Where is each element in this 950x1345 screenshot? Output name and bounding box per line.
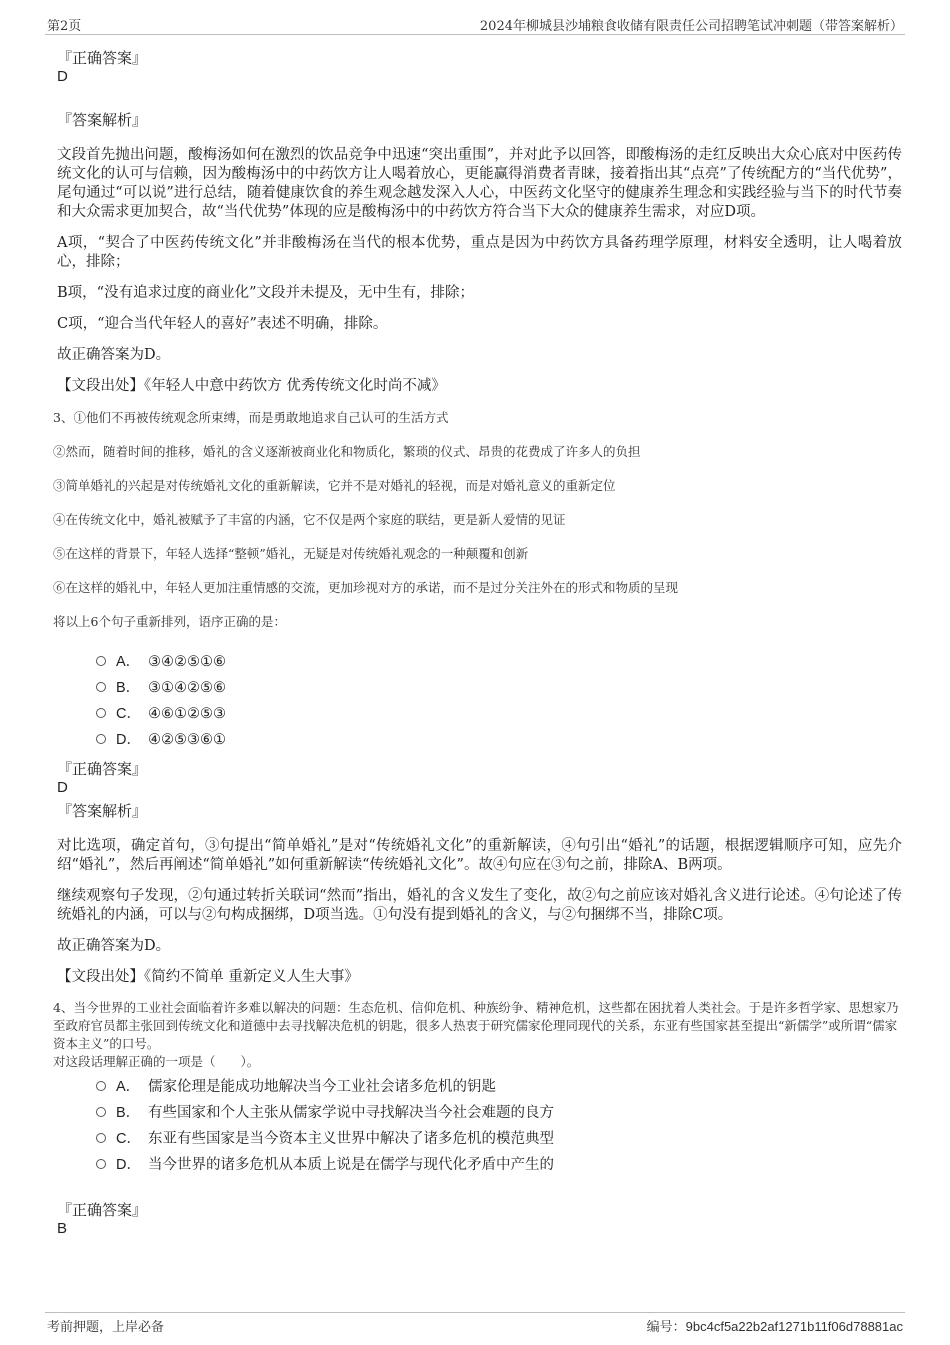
q3-line: ⑤在这样的背景下，年轻人选择“整顿”婚礼，无疑是对传统婚礼观念的一种颠覆和创新	[53, 546, 529, 561]
radio-icon[interactable]	[96, 656, 106, 666]
radio-icon[interactable]	[96, 734, 106, 744]
q3-line: 3、①他们不再被传统观念所束缚，而是勇敢地追求自己认可的生活方式	[53, 410, 449, 425]
q3-explain-paragraph: 继续观察句子发现，②句通过转折关联词“然而”指出，婚礼的含义发生了变化，故②句之前应该对婚礼含义进行论述。④句论述了传统婚礼的内涵，可以与②句构成捆绑，D项当选。①句没有提到婚礼的含义，与②句捆绑不当，排除C项。	[57, 888, 902, 923]
document-title: 2024年柳城县沙埔粮食收储有限责任公司招聘笔试冲刺题（带答案解析）	[479, 19, 903, 34]
q2-explain-paragraph: 故正确答案为D。	[57, 347, 171, 363]
q2-answer-label: 『正确答案』	[57, 49, 148, 67]
radio-icon[interactable]	[96, 1133, 106, 1143]
q3-line: ⑥在这样的婚礼中，年轻人更加注重情感的交流，更加珍视对方的承诺，而不是过分关注外在的形式和物质的呈现	[53, 580, 679, 595]
page-header	[45, 14, 905, 35]
q3-line: ③简单婚礼的兴起是对传统婚礼文化的重新解读，它并不是对婚礼的轻视，而是对婚礼意义的重新定位	[53, 478, 616, 493]
q4-answer-label: 『正确答案』	[57, 1201, 148, 1219]
q2-source: 【文段出处】《年轻人中意中药饮方 优秀传统文化时尚不减》	[57, 378, 446, 394]
q4-option-c[interactable]: C． 东亚有些国家是当今资本主义世界中解决了诸多危机的模范典型	[96, 1126, 950, 1152]
q4-options	[96, 1074, 950, 1178]
radio-icon[interactable]	[96, 1107, 106, 1117]
q3-answer-label: 『正确答案』	[57, 760, 148, 778]
q2-explain-paragraph: 文段首先抛出问题，酸梅汤如何在激烈的饮品竞争中迅速“突出重围”，并对此予以回答，即酸梅汤的走红反映出大众心底对中医药传统文化的认可与信赖，因为酸梅汤中的中药饮方让人喝着放心，更能赢得消费者青睐，接着指出其“点亮”了传统配方的“当代优势”，尾句通过“可以说”进行总结，随着健康饮食的养生观念越发深入人心，中医药文化坚守的健康养生理念和实践经验与当下的时代节奏和大众需求更加契合，故“当代优势”体现的应是酸梅汤中的中药饮方符合当下大众的健康养生需求，对应D项。	[57, 147, 902, 220]
q3-option-b[interactable]: B． ③①④②⑤⑥	[96, 675, 950, 701]
radio-icon[interactable]	[96, 1081, 106, 1091]
q2-explain-label: 『答案解析』	[57, 111, 148, 129]
q3-line: ④在传统文化中，婚礼被赋予了丰富的内涵，它不仅是两个家庭的联结，更是新人爱情的见证	[53, 512, 566, 527]
q3-explain-paragraph: 对比选项，确定首句，③句提出“简单婚礼”是对“传统婚礼文化”的重新解读，④句引出“婚礼”的话题，根据逻辑顺序可知，应先介绍“婚礼”，然后再阐述“简单婚礼”如何重新解读“传统婚礼文化”。故④句应在③句之前，排除A、B两项。	[57, 838, 902, 873]
page-content	[0, 40, 950, 1238]
q3-option-a[interactable]: A． ③④②⑤①⑥	[96, 649, 950, 675]
q3-option-c[interactable]: C． ④⑥①②⑤③	[96, 701, 950, 727]
q3-options	[96, 649, 950, 753]
q4-question: 对这段话理解正确的一项是（ ）。	[53, 1054, 260, 1069]
radio-icon[interactable]	[96, 708, 106, 718]
page-footer	[45, 1312, 905, 1335]
footer-slogan: 考前押题，上岸必备	[47, 1320, 165, 1335]
q2-explain-paragraph: C项，“迎合当代年轻人的喜好”表述不明确，排除。	[57, 316, 388, 332]
q4-option-a[interactable]: A． 儒家伦理是能成功地解决当今工业社会诸多危机的钥匙	[96, 1074, 950, 1100]
q4-stem: 4、当今世界的工业社会面临着许多难以解决的问题：生态危机、信仰危机、种族纷争、精神危机，这些都在困扰着人类社会。于是许多哲学家、思想家乃至政府官员都主张回到传统文化和道德中去寻找解决危机的钥匙，很多人热衷于研究儒家伦理同现代的关系，东亚有些国家甚至提出“新儒学”或所谓“儒家资本主义”的口号。	[53, 1000, 899, 1051]
q3-line: ②然而，随着时间的推移，婚礼的含义逐渐被商业化和物质化，繁琐的仪式、昂贵的花费成了许多人的负担	[53, 444, 641, 459]
radio-icon[interactable]	[96, 682, 106, 692]
q4-option-b[interactable]: B． 有些国家和个人主张从儒家学说中寻找解决当今社会难题的良方	[96, 1100, 950, 1126]
q4-option-d[interactable]: D． 当今世界的诸多危机从本质上说是在儒学与现代化矛盾中产生的	[96, 1152, 950, 1178]
q3-source: 【文段出处】《简约不简单 重新定义人生大事》	[57, 969, 359, 985]
q3-answer: D	[57, 779, 68, 796]
q3-question: 将以上6个句子重新排列，语序正确的是：	[53, 614, 286, 629]
radio-icon[interactable]	[96, 1159, 106, 1169]
q4-answer: B	[57, 1220, 68, 1237]
q2-explain-paragraph: A项，“契合了中医药传统文化”并非酸梅汤在当代的根本优势，重点是因为中药饮方具备药理学原理，材料安全透明，让人喝着放心，排除；	[57, 235, 902, 270]
q3-option-d[interactable]: D． ④②⑤③⑥①	[96, 727, 950, 753]
q2-answer: D	[57, 68, 68, 85]
document-id: 编号：9bc4cf5a22b2af1271b11f06d78881ac	[646, 1319, 903, 1334]
q3-explain-paragraph: 故正确答案为D。	[57, 938, 171, 954]
q3-explain-label: 『答案解析』	[57, 802, 148, 820]
page-number: 第2页	[47, 19, 82, 34]
q2-explain-paragraph: B项，“没有追求过度的商业化”文段并未提及，无中生有，排除；	[57, 285, 474, 301]
